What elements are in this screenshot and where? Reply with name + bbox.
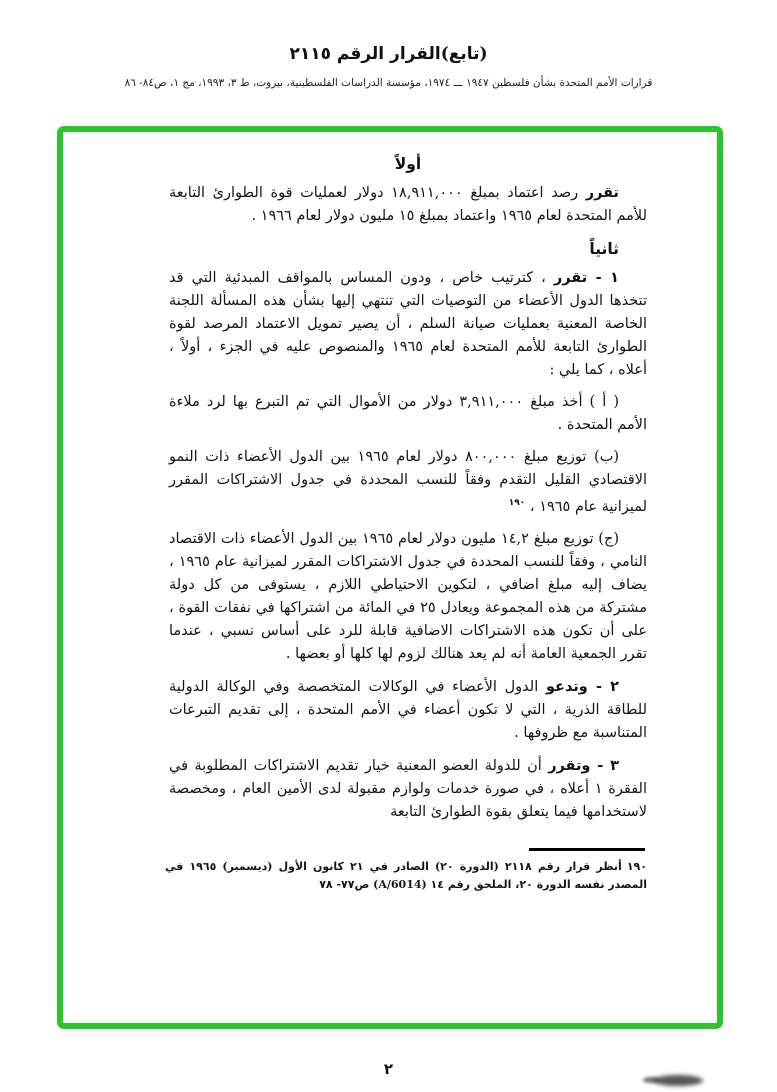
paragraph-body-text: أن للدولة العضو المعنية خيار تقديم الاشتراكات المطلوبة في الفقرة ١ أعلاه ، في صورة خدمات ولوازم مقبولة لدى الأمين العام ، ومخصصة لاستخدامها فيما يتعلق بقوة الطوارئ التابعة [169, 757, 647, 820]
paragraph-lead-word: ٣ - وتقرر [548, 756, 619, 774]
source-citation: قرارات الأمم المتحدة بشأن فلسطين ١٩٤٧ ـــ ١٩٧٤، مؤسسة الدراسات الفلسطينية، بيروت، ط ٣، ١٩٩٣، مج ١، ص٨٤- ٨٦ [124, 77, 653, 89]
paragraph-subitem-a [169, 391, 647, 437]
document-header [0, 44, 777, 89]
footnote-text [165, 858, 647, 893]
paragraph-body-text: رصد اعتماد بمبلغ ١٨,٩١١,٠٠٠ دولار لعمليات قوة الطوارئ التابعة للأمم المتحدة لعام ١٩٦٥ واعتماد بمبلغ ١٥ مليون دولار لعام ١٩٦٦ . [169, 185, 647, 224]
section-heading-first: أولاً [394, 154, 422, 173]
paragraph-body-text: الدول الأعضاء في الوكالات المتخصصة وفي الوكالة الدولية للطاقة الذرية ، التي لا تكون أعضاء في الأمم المتحدة ، إلى تقديم التبرعات المتناسبة مع ظروفها . [169, 678, 647, 741]
paragraph-lead-word: ٢ - وتدعو [545, 677, 619, 695]
paragraph-body-text: ( أ ) أخذ مبلغ ٣,٩١١,٠٠٠ دولار من الأموال التي تم التبرع بها لرد ملاءة الأمم المتحدة . [169, 394, 647, 433]
paragraph-lead-word: ١ - تقرر [553, 269, 619, 286]
page-number: ٢ [383, 1060, 394, 1078]
paragraph-1 [169, 266, 647, 382]
page-title: (تابع)القرار الرقم ٢١١٥ [289, 44, 488, 64]
highlight-annotation-box [57, 126, 723, 1029]
paragraph-lead-word: تقرر [585, 184, 619, 201]
paragraph-body-text: (ب) توزيع مبلغ ٨٠٠,٠٠٠ دولار لعام ١٩٦٥ بين الدول الأعضاء ذات النمو الاقتصادي القليل التقدم وفقاً للنسب المحددة في جدول الاشتراكات المقرر لميزانية عام ١٩٦٥ ، [169, 449, 647, 515]
paragraph-appropriation [169, 181, 647, 228]
footnote-line-2: الدورة ٢٠، الملحق رقم ١٤ (A/6014) ص٧٧- ٧٨ [319, 877, 571, 891]
footnote-separator-rule [529, 848, 645, 851]
paragraph-subitem-b [169, 446, 647, 519]
paragraph-body-text: (ج) توزيع مبلغ ١٤,٢ مليون دولار لعام ١٩٦٥ بين الدول الأعضاء ذات الاقتصاد النامي ، وفقاً للنسب المحددة في جدول الاشتراكات المقرر لميزانية عام ١٩٦٥ ، يضاف إليه مبلغ اضافي ، لتكوين الاحتياطي اللازم ، يستوفى من كل دولة مشتركة من هذه المجموعة ويعادل ٢٥ في المائة من اشتراكها في نفقات القوة ، على أن تكون هذه الاشتراكات الاضافية قابلة للرد على أساس نسبي ، عندما تقرر الجمعية العامة أنه لم يعد هنالك لزوم لها كلها أو بعضها . [169, 530, 647, 662]
footnote-block [165, 848, 647, 893]
scan-smudge-artifact-small [643, 1077, 659, 1083]
scan-smudge-artifact [653, 1075, 703, 1086]
resolution-text [169, 152, 647, 833]
paragraph-subitem-c [169, 528, 647, 666]
paragraph-2 [169, 675, 647, 745]
paragraph-body-text: ، كترتيب خاص ، ودون المساس بالمواقف المبدئية التي قد تتخذها الدول الأعضاء من التوصيات التي تنتهي إليها بشأن هذه المسألة اللجنة الخاصة المعنية بعمليات صيانة السلم ، أن يصير تمويل الاعتماد المرصد لقوة الطوارئ التابعة للأمم المتحدة لعام ١٩٦٥ والمنصوص عليه في الجزء ، أولاً ، أعلاه ، كما يلي : [169, 270, 647, 378]
section-heading-second: ثانياً [589, 239, 619, 258]
footnote-reference: ١٩٠ [508, 498, 526, 508]
footnote-marker: ١٩٠ [626, 860, 647, 873]
footnote-line-1: أنظر قرار رقم ٢١١٨ (الدورة ٢٠) الصادر في ٢١ كانون الأول (ديسمبر) ١٩٦٥ في المصدر نفسه [165, 860, 647, 891]
paragraph-3 [169, 754, 647, 824]
